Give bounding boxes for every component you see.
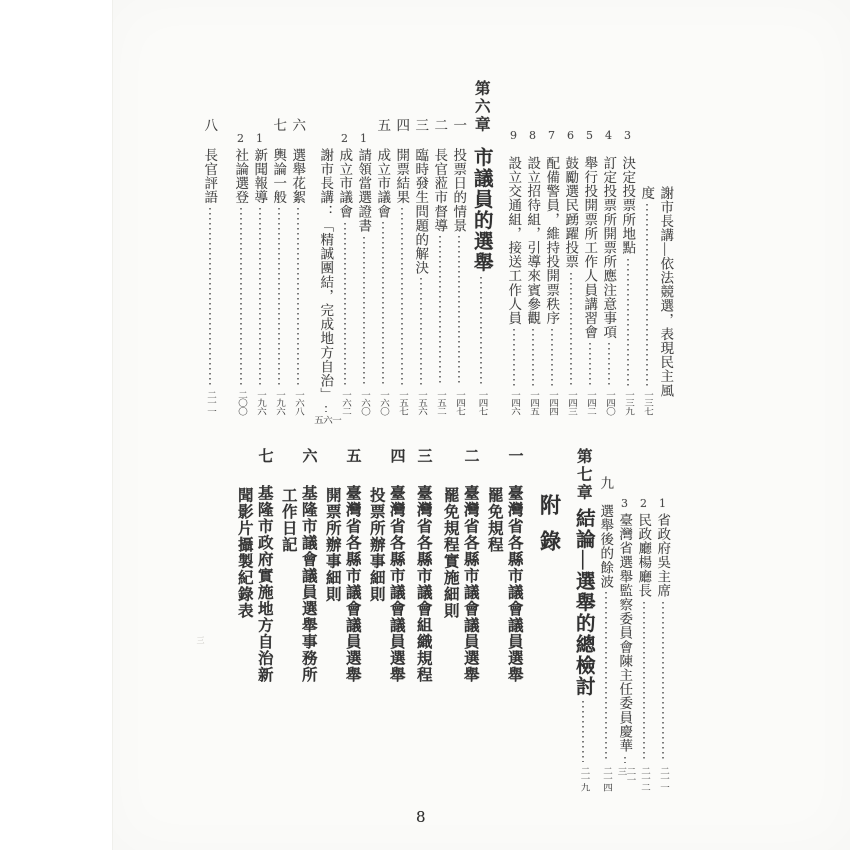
entry-title: 長官評語 xyxy=(202,147,218,204)
entry-title: 謝市長講：「精誠團結，完成地方自治」 xyxy=(318,148,334,402)
dot-leader xyxy=(532,329,534,386)
toc-entry xyxy=(580,78,599,416)
entry-number: 五 xyxy=(375,118,391,132)
dot-leader xyxy=(627,259,629,386)
toc-entry xyxy=(288,78,307,416)
dot-leader xyxy=(608,343,610,386)
entry-number: 五 xyxy=(344,448,361,463)
dot-leader xyxy=(278,208,280,386)
entry-number: 3 xyxy=(624,129,631,142)
entry-page-number: 一四三 xyxy=(566,390,576,415)
toc-entry xyxy=(615,448,634,800)
entry-title: 基隆市議會議員選舉事務所 xyxy=(299,485,317,683)
entry-title: 臺灣省各縣市議會議員選舉 xyxy=(343,485,361,683)
entry-title: 省政府吳主席 xyxy=(655,513,671,598)
entry-title: 選舉花絮 xyxy=(290,147,306,204)
entry-title: 輿論一般 xyxy=(271,147,287,204)
toc-section-chapter6 xyxy=(200,78,675,424)
entry-number: 七 xyxy=(271,118,287,132)
chapter-label: 第六章 xyxy=(472,80,490,134)
toc-entry xyxy=(637,78,656,416)
entry-title: 度 xyxy=(639,186,655,201)
entry-title: 設立招待組，引導來賓參觀 xyxy=(525,156,541,326)
entry-number: 三 xyxy=(413,118,429,132)
entry-title: 臺灣省各縣市議會議員選舉 xyxy=(505,485,523,683)
appendix-entry xyxy=(234,448,274,800)
entry-page-number: 二一一 xyxy=(658,766,668,791)
entry-page-number: 一五六 xyxy=(416,390,426,415)
toc-entry xyxy=(392,78,411,416)
entry-number: 六 xyxy=(290,118,306,132)
entry-title: 配備警員，維持投開票秩序 xyxy=(544,156,560,326)
entry-page-number: 一五二 xyxy=(435,390,445,415)
entry-title: 開票結果 xyxy=(394,147,410,204)
entry-number: 2 xyxy=(341,132,348,145)
toc-entry xyxy=(561,78,580,416)
entry-title: 臺灣省各縣市議會議員選舉 xyxy=(387,485,405,683)
dot-leader xyxy=(643,602,645,762)
entry-title: 請領當選證書 xyxy=(356,148,372,233)
appendix-heading xyxy=(534,448,564,800)
toc-entry xyxy=(430,78,449,416)
entry-page-number: 一九六 xyxy=(255,390,265,415)
dot-leader xyxy=(570,273,572,386)
entry-number: 二 xyxy=(462,448,479,463)
margin-mark: 三 xyxy=(196,636,205,644)
entry-title: 設立交通組，接送工作人員 xyxy=(506,156,522,326)
entry-page-number: 二一二 xyxy=(639,766,649,791)
entry-page-number: 二〇〇 xyxy=(236,390,246,415)
dot-leader xyxy=(582,701,584,762)
dot-leader xyxy=(624,757,626,763)
dot-leader xyxy=(551,329,553,386)
dot-leader xyxy=(458,236,460,386)
entry-page-number: 一六〇 xyxy=(359,390,369,415)
entry-number: 1 xyxy=(659,497,666,510)
entry-title-wrap: 投票所辦事細則 xyxy=(367,487,385,603)
toc-entry xyxy=(312,78,341,424)
entry-number: 1 xyxy=(256,132,263,145)
chapter-title: 結論—選舉的總檢討 xyxy=(572,508,594,697)
entry-number: 7 xyxy=(548,129,555,142)
entry-page-number: 一四六 xyxy=(509,390,519,415)
dot-leader xyxy=(344,223,346,387)
toc-entry xyxy=(504,78,523,416)
entry-page-number: 一六八 xyxy=(293,390,303,415)
entry-title-wrap: 聞影片攝製紀錄表 xyxy=(235,487,253,619)
chapter-label: 第七章 xyxy=(574,448,592,502)
toc-entry xyxy=(634,448,653,800)
entry-page-number: 一三九 xyxy=(623,390,633,415)
entry-title-wrap: 罷免規程實施細則 xyxy=(441,487,459,619)
entry-number: 5 xyxy=(586,129,593,142)
entry-title: 長官蒞市督導 xyxy=(432,147,448,233)
toc-entry xyxy=(231,78,250,416)
toc-section-chapter7-appendix xyxy=(234,448,672,800)
entry-title: 社論選登 xyxy=(233,148,249,205)
dot-leader xyxy=(297,208,299,386)
appendix-entry xyxy=(366,448,406,800)
entry-number: 三 xyxy=(415,448,432,463)
entry-number: 4 xyxy=(605,129,612,142)
dot-leader xyxy=(209,208,211,386)
entry-page-number: 一四四 xyxy=(547,390,557,415)
toc-entry xyxy=(354,78,373,416)
entry-number: 6 xyxy=(567,129,574,142)
entry-page-number: 一四五 xyxy=(528,390,538,415)
toc-entry xyxy=(269,78,288,416)
entry-number: 八 xyxy=(202,118,218,132)
entry-page-number: 二一三 xyxy=(615,766,635,784)
entry-page-number: 一三七 xyxy=(642,390,652,415)
entry-number: 四 xyxy=(394,118,410,132)
dot-leader xyxy=(363,237,365,386)
entry-title: 謝市長講—依法競選，表現民主風 xyxy=(658,186,674,398)
dot-leader xyxy=(325,406,327,412)
entry-number: 六 xyxy=(300,448,317,463)
entry-number: 四 xyxy=(388,448,405,463)
dot-leader xyxy=(589,343,591,386)
entry-title: 臨時發生問題的解決 xyxy=(413,147,429,275)
toc-entry xyxy=(373,78,392,416)
entry-number: 1 xyxy=(360,132,367,145)
dot-leader xyxy=(240,208,242,386)
dot-leader xyxy=(420,278,422,386)
dot-leader xyxy=(480,277,482,386)
appendix-entry xyxy=(440,448,480,800)
entry-page-number: 一九六 xyxy=(274,390,284,415)
entry-page-number: 二一四 xyxy=(601,766,611,791)
entry-number: 九 xyxy=(598,476,614,490)
entry-title: 成立市議會 xyxy=(337,148,353,219)
toc-entry xyxy=(523,78,542,416)
toc-entry xyxy=(449,78,468,416)
entry-number: 七 xyxy=(256,448,273,463)
appendix-entry xyxy=(278,448,318,800)
entry-title: 成立市議會 xyxy=(375,147,391,218)
entry-page-number: 一六五 xyxy=(312,415,341,424)
entry-title: 投票日的情景 xyxy=(451,147,467,233)
entry-page-number: 一四〇 xyxy=(604,390,614,415)
entry-title: 民政廳楊廳長 xyxy=(636,513,652,598)
page-number: 8 xyxy=(416,808,426,826)
appendix-label: 附錄 xyxy=(537,494,562,566)
entry-number: 3 xyxy=(621,497,628,510)
dot-leader xyxy=(513,329,515,386)
entry-title: 舉行投開票所工作人員講習會 xyxy=(582,156,598,340)
toc-entry xyxy=(596,448,615,800)
dot-leader xyxy=(605,592,607,762)
entry-page-number: 一六〇 xyxy=(378,390,388,415)
entry-page-number: 二一一 xyxy=(205,390,215,415)
entry-title-wrap: 罷免規程 xyxy=(485,487,503,553)
appendix-entry xyxy=(410,448,436,800)
entry-title: 臺灣省各縣市議會議員選舉 xyxy=(461,485,479,683)
dot-leader xyxy=(259,208,261,386)
entry-title-wrap: 開票所辦事細則 xyxy=(323,487,341,603)
appendix-entry xyxy=(484,448,524,800)
toc-entry xyxy=(618,78,637,416)
entry-title: 訂定投票所開票所應注意事項 xyxy=(601,156,617,340)
entry-number: 二 xyxy=(432,118,448,132)
entry-number: 2 xyxy=(237,132,244,145)
toc-entry xyxy=(656,78,675,416)
dot-leader xyxy=(646,204,648,386)
dot-leader xyxy=(401,208,403,386)
entry-number: 8 xyxy=(529,129,536,142)
entry-title-wrap: 工作日記 xyxy=(279,487,297,553)
toc-entry xyxy=(250,78,269,416)
entry-title: 選舉後的餘波 xyxy=(598,503,614,589)
dot-leader xyxy=(662,602,664,762)
toc-entry xyxy=(335,78,354,416)
entry-title: 決定投票所地點 xyxy=(620,156,636,255)
entry-page-number: 一四二 xyxy=(585,390,595,415)
entry-page-number: 一四七 xyxy=(454,390,464,415)
toc-entry xyxy=(542,78,561,416)
chapter6-heading xyxy=(468,78,494,416)
toc-entry xyxy=(200,78,219,416)
entry-number: 9 xyxy=(510,129,517,142)
dot-leader xyxy=(439,236,441,386)
entry-title: 基隆市政府實施地方自治新 xyxy=(255,485,273,683)
toc-entry xyxy=(411,78,430,416)
entry-title: 臺灣省各縣市議會組織規程 xyxy=(414,485,432,683)
chapter-title: 市議員的選舉 xyxy=(470,147,492,273)
entry-title: 臺灣省選舉監察委員會陳主任委員慶華 xyxy=(617,513,633,753)
entry-number: 2 xyxy=(640,497,647,510)
entry-page-number: 一六二 xyxy=(340,390,350,415)
dot-leader xyxy=(382,222,384,386)
entry-number: 一 xyxy=(506,448,523,463)
appendix-entry xyxy=(322,448,362,800)
entry-page-number: 二一九 xyxy=(578,766,589,791)
entry-title: 鼓勵選民踴躍投票 xyxy=(563,156,579,269)
toc-entry xyxy=(653,448,672,800)
entry-number: 一 xyxy=(451,118,467,132)
chapter7-heading xyxy=(570,448,596,800)
toc-entry xyxy=(599,78,618,416)
entry-title: 新聞報導 xyxy=(252,148,268,205)
entry-page-number: 一五七 xyxy=(397,390,407,415)
entry-page-number: 一四七 xyxy=(476,390,487,415)
